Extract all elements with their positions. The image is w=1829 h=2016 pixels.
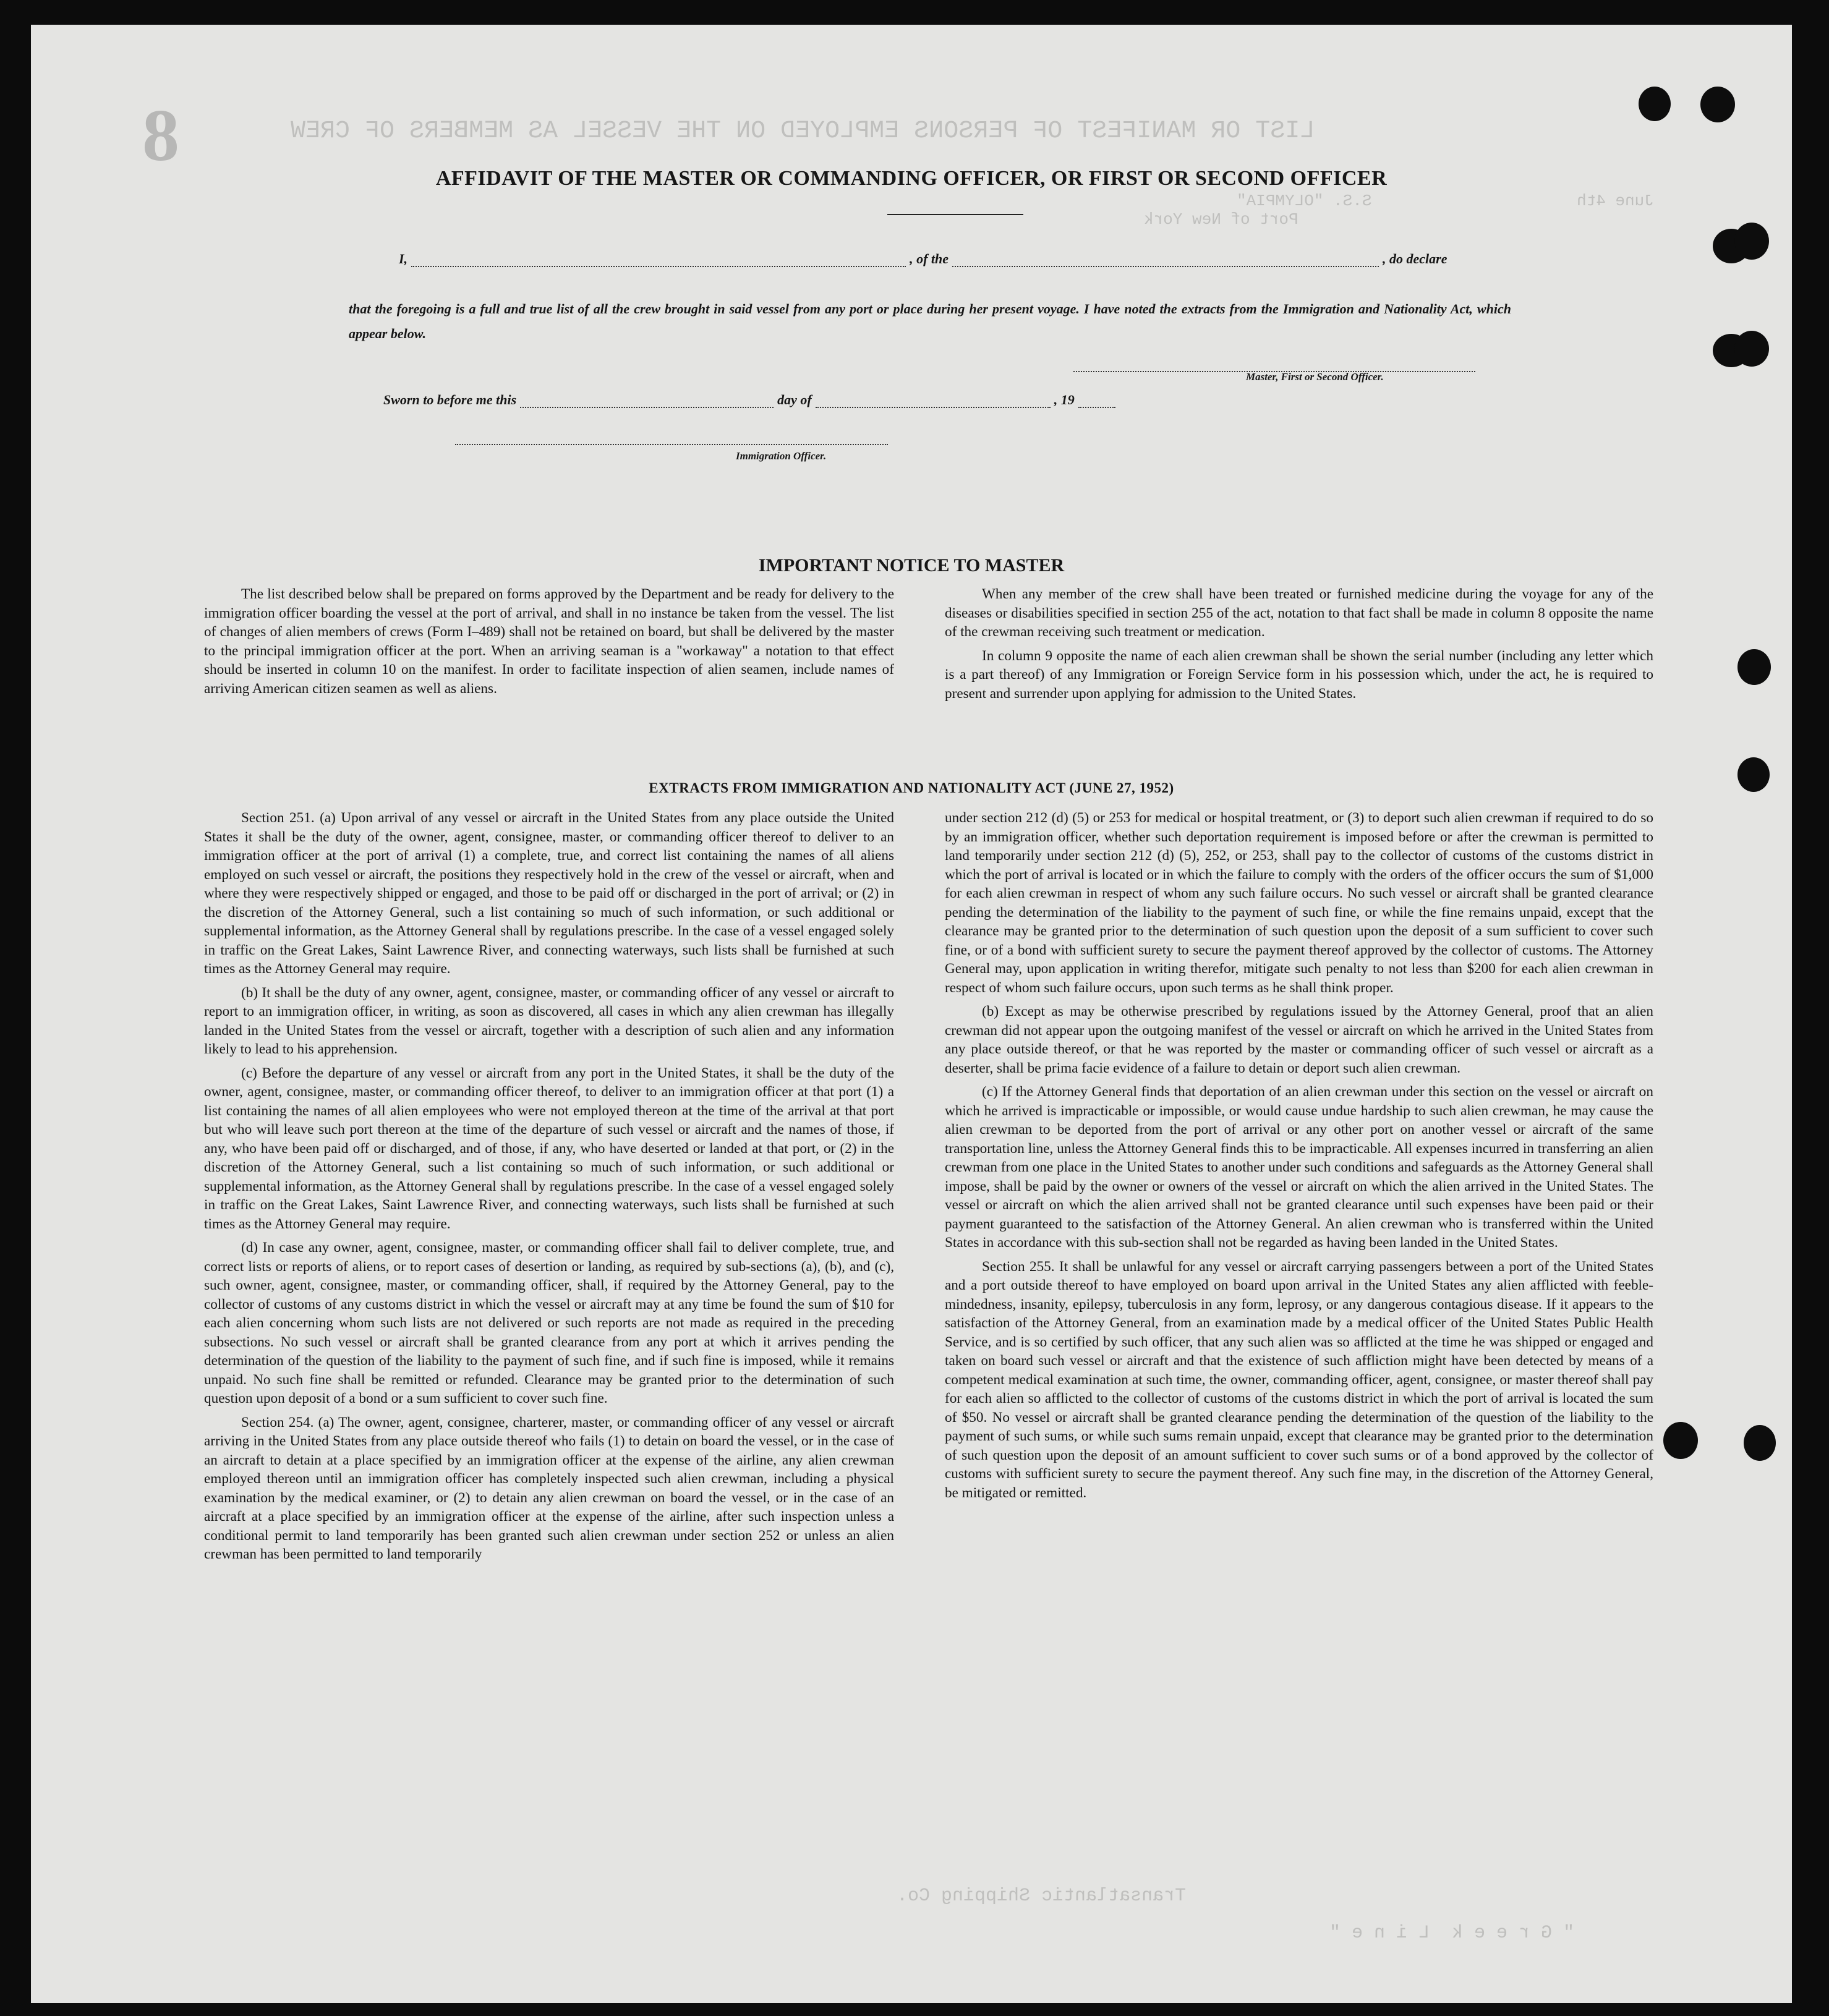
master-signature-blank [1073, 360, 1475, 372]
notice-left-paragraph: The list described below shall be prepared on forms approved by the Department and be ready for delivery to the immigration officer boarding the vessel at the port of arrival, and shall in no instance be taken from the vessel. The list of changes of alien members of crews (Form I–489) shall not be retained on board, but shall be delivered by the master to the principal immigration officer at the port. When an arriving seaman is a "workaway" a notation to that effect should be inserted in column 10 on the manifest. In order to facilitate inspection of alien seamen, include names of arriving American citizen seamen as well as aliens. [204, 586, 894, 697]
section-254-a-continued: under section 212 (d) (5) or 253 for medical or hospital treatment, or (3) to deport such alien crewman if required to do so by an immigration officer, whether such deportation requirement is imposed before or after the crewman is permitted to land temporarily under section 212 (d) (5), 252, or 253, shall pay to the collector of customs of the customs district in which the port of arrival is located or in which the failure to comply with the orders of the officer occurs the sum of $1,000 for each alien crewman in respect of whom any such failure occurs. No such vessel or aircraft shall be granted clearance pending the determination of the liability to the payment of such fine, or while the fine remains unpaid, except that the clearance may be granted prior to the determination of such question upon the deposit of a sum sufficient to cover such fine, or of a bond with sufficient surety to secure the payment thereof approved by the collector of customs. The Attorney General may, upon application in writing therefor, mitigate such penalty to not less than $200 for each alien crewman in respect of whom such failure occurs, upon such terms as he shall think proper. [945, 810, 1653, 996]
section-254-b: (b) Except as may be otherwise prescribed by regulations issued by the Attorney General, proof that an alien crewman did not appear upon the outgoing manifest of the vessel or aircraft on which he arrived in the United States from any place outside thereof, or that he was reported by the master or commanding officer of such vessel or aircraft as a deserter, shall be prima facie evidence of a failure to detain or deport such alien crewman. [945, 1003, 1653, 1076]
section-255: Section 255. It shall be unlawful for any vessel or aircraft carrying passengers between a port of the United States and a port outside thereof to have employed on board upon arrival in the United States any alien afflicted with feeble-mindedness, insanity, epilepsy, tuberculosis in any form, leprosy, or any dangerous contagious disease. If it appears to the satisfaction of the Attorney General, from an examination made by a medical officer of the United States Public Health Service, and is so certified by such officer, that any such alien was so afflicted at the time he was shipped or engaged and taken on board such vessel or aircraft and that the existence of such affliction might have been detected by means of a competent medical examination at such time, the owner, commanding officer, agent, consignee, or master thereof shall pay for each alien so afflicted to the collector of customs of the customs district in which the port of arrival is located the sum of $50. No vessel or aircraft shall be granted clearance pending the determination of the question of the liability to the payment of such sums, or while such sums remain unpaid, except that clearance may be granted prior to the determination of such question upon the deposit of an amount sufficient to cover such sums or of a bond approved by the collector of customs with sufficient surety to secure the payment thereof. Any such fine may, in the discretion of the Attorney General, be mitigated or remitted. [945, 1258, 1653, 1501]
officer-signature-label: Immigration Officer. [736, 450, 827, 462]
sworn-prefix: Sworn to before me this [383, 392, 517, 407]
declaration-of-the: , of the [910, 251, 949, 266]
notice-right-column [945, 585, 1653, 708]
master-signature-label: Master, First or Second Officer. [1246, 371, 1384, 383]
bleed-through-date: June 4th [1577, 192, 1654, 210]
master-signature-line [1070, 360, 1479, 372]
name-blank [411, 255, 906, 267]
section-251-a: Section 251. (a) Upon arrival of any vessel or aircraft in the United States from any place outside the United States it shall be the duty of the owner, agent, consignee, master, or commanding officer thereof to deliver to an immigration officer at the port of arrival (1) a complete, true, and correct list containing the names of all aliens employed on such vessel or aircraft, the positions they respectively hold in the crew of the vessel or aircraft, when and where they were respectively shipped or engaged, and those to be paid off or discharged in the port of arrival; or (2) in the discretion of the Attorney General, such a list containing so much of such information, or such additional or supplemental information, as the Attorney General shall by regulations prescribe. In the case of a vessel engaged solely in traffic on the Great Lakes, Saint Lawrence River, and connecting waterways, such lists shall be furnished at such times as the Attorney General may require. [204, 810, 894, 977]
declaration-body: that the foregoing is a full and true list of all the crew brought in said vessel from any port or place during her present voyage. I have noted the extracts from the Immigration and Nationality Act, which appear below. [349, 301, 1511, 341]
page-number-mark: 8 [142, 94, 179, 176]
extracts-right-column [945, 809, 1653, 1507]
sworn-month-blank [816, 396, 1051, 408]
section-251-d: (d) In case any owner, agent, consignee, master, or commanding officer shall fail to deliver complete, true, and correct lists or reports of aliens, or to report cases of desertion or landing, as required by sub-sections (a), (b), and (c), such owner, agent, consignee, master, or commanding officer, shall, if required by the Attorney General, pay to the collector of customs of any customs district in which the vessel or aircraft may at any time be found the sum of $10 for each alien concerning whom such lists are not delivered or such reports are not made as required in the preceding subsections. No such vessel or aircraft shall be granted clearance from any port at which it arrives pending the determination of the question of the liability to the payment of such fine, and if such fine is imposed, while it remains unpaid. No such fine shall be remitted or refunded. Clearance may be granted prior to the determination of such question upon deposit of a bond or a sum sufficient to cover such fine. [204, 1240, 894, 1406]
sworn-date-blank [520, 396, 774, 408]
section-251-c: (c) Before the departure of any vessel or aircraft from any port in the United States, it shall be the duty of the owner, agent, consignee, master, or commanding officer thereof, to deliver to an immigration officer at that port (1) a list containing the names of all alien employees who were not employed thereon at the time of the arrival at that port but who will leave such port thereon at the time of the departure of such vessel or aircraft and the names of those, if any, who have been paid off or discharged, and of those, if any, who have deserted or landed at that port, or (2) in the discretion of the Attorney General, such a list containing so much of such information, or such additional or supplemental information, as the Attorney General shall by regulations prescribe. In the case of a vessel engaged solely in traffic on the Great Lakes, Saint Lawrence River, and connecting waterways, such lists shall be furnished at such times as the Attorney General may require. [204, 1065, 894, 1232]
extracts-left-column [204, 809, 894, 1569]
section-254-c: (c) If the Attorney General finds that deportation of an alien crewman under this section on the vessel or aircraft on which he arrived is impracticable or impossible, or would cause undue hardship to such alien crewman, he may cause the alien crewman to be deported from the port of arrival or any other port on another vessel or aircraft of the same transportation line, unless the Attorney General finds this to be impracticable. All expenses incurred in transferring an alien crewman from one place in the United States to another under such conditions and safeguards as the Attorney General shall impose, shall be paid by the owner or owners of the vessel or aircraft on which the alien arrived in the United States. The vessel or aircraft on which the alien arrived shall not be granted clearance until such expenses have been paid or their payment guaranteed to the satisfaction of the Attorney General. An alien crewman who is transferred within the United States in accordance with this sub-section shall not be regarded as having been landed in the United States. [945, 1084, 1653, 1251]
vessel-blank [952, 255, 1379, 267]
title-underline [887, 214, 1023, 215]
bleed-through-header: LIST OR MANIFEST OF PERSONS EMPLOYED ON THE VESSEL AS MEMBERS OF CREW [291, 117, 1315, 145]
declaration-line [399, 251, 1512, 267]
document-page [31, 25, 1792, 2003]
officer-signature-line [451, 433, 892, 445]
notice-right-paragraph-2: In column 9 opposite the name of each alien crewman shall be shown the serial number (including any letter which is a part thereof) of any Immigration or Foreign Service form in his possession which, under the act, he is required to present and surrender upon applying for admission to the United States. [945, 647, 1653, 702]
extracts-title: EXTRACTS FROM IMMIGRATION AND NATIONALITY ACT (JUNE 27, 1952) [649, 780, 1174, 796]
section-254-a: Section 254. (a) The owner, agent, consignee, charterer, master, or commanding officer of any vessel or aircraft arriving in the United States from any place outside thereof who fails (1) to detain on board the vessel, or in the case of an aircraft to detain at a place specified by an immigration officer at the expense of the airline, any alien crewman employed thereon until an immigration officer has completely inspected such alien crewman, including a physical examination by the medical examiner, or (2) to detain any alien crewman on board the vessel, or in the case of an aircraft at a place specified by an immigration officer at the expense of the airline, after such inspection unless a conditional permit to land temporarily has been granted such alien crewman under section 252 or unless an alien crewman has been permitted to land temporarily [204, 1414, 894, 1562]
sworn-year: , 19 [1054, 392, 1075, 407]
section-251-b: (b) It shall be the duty of any owner, agent, consignee, master, or commanding officer of any vessel or aircraft to report to an immigration officer, in writing, as soon as discovered, all cases in which any alien crewman has illegally landed in the United States from the vessel or aircraft, together with a description of such alien and any information likely to lead to his apprehension. [204, 984, 894, 1057]
declaration-do-declare: , do declare [1383, 251, 1447, 266]
notice-title: IMPORTANT NOTICE TO MASTER [758, 555, 1065, 576]
bleed-through-vessel: S.S. "OLYMPIA" [1237, 192, 1372, 210]
declaration-i: I, [399, 251, 408, 266]
sworn-line [383, 392, 1249, 408]
notice-left-column [204, 585, 894, 703]
sworn-day-of: day of [777, 392, 812, 407]
bleed-through-port: Port of New York [1144, 210, 1298, 229]
notice-right-paragraph-1: When any member of the crew shall have been treated or furnished medicine during the voyage for any of the diseases or disabilities specified in section 255 of the act, notation to that fact shall be made in column 8 opposite the name of the crewman receiving such treatment or medication. [945, 586, 1653, 640]
affidavit-title: AFFIDAVIT OF THE MASTER OR COMMANDING OFFICER, OR FIRST OR SECOND OFFICER [435, 167, 1388, 190]
bleed-through-footer2: " G r e e k L i n e " [1329, 1923, 1575, 1944]
bleed-through-footer: Transatlantic Shipping Co. [897, 1886, 1187, 1907]
sworn-year-blank [1078, 396, 1115, 408]
officer-signature-blank [455, 433, 888, 445]
